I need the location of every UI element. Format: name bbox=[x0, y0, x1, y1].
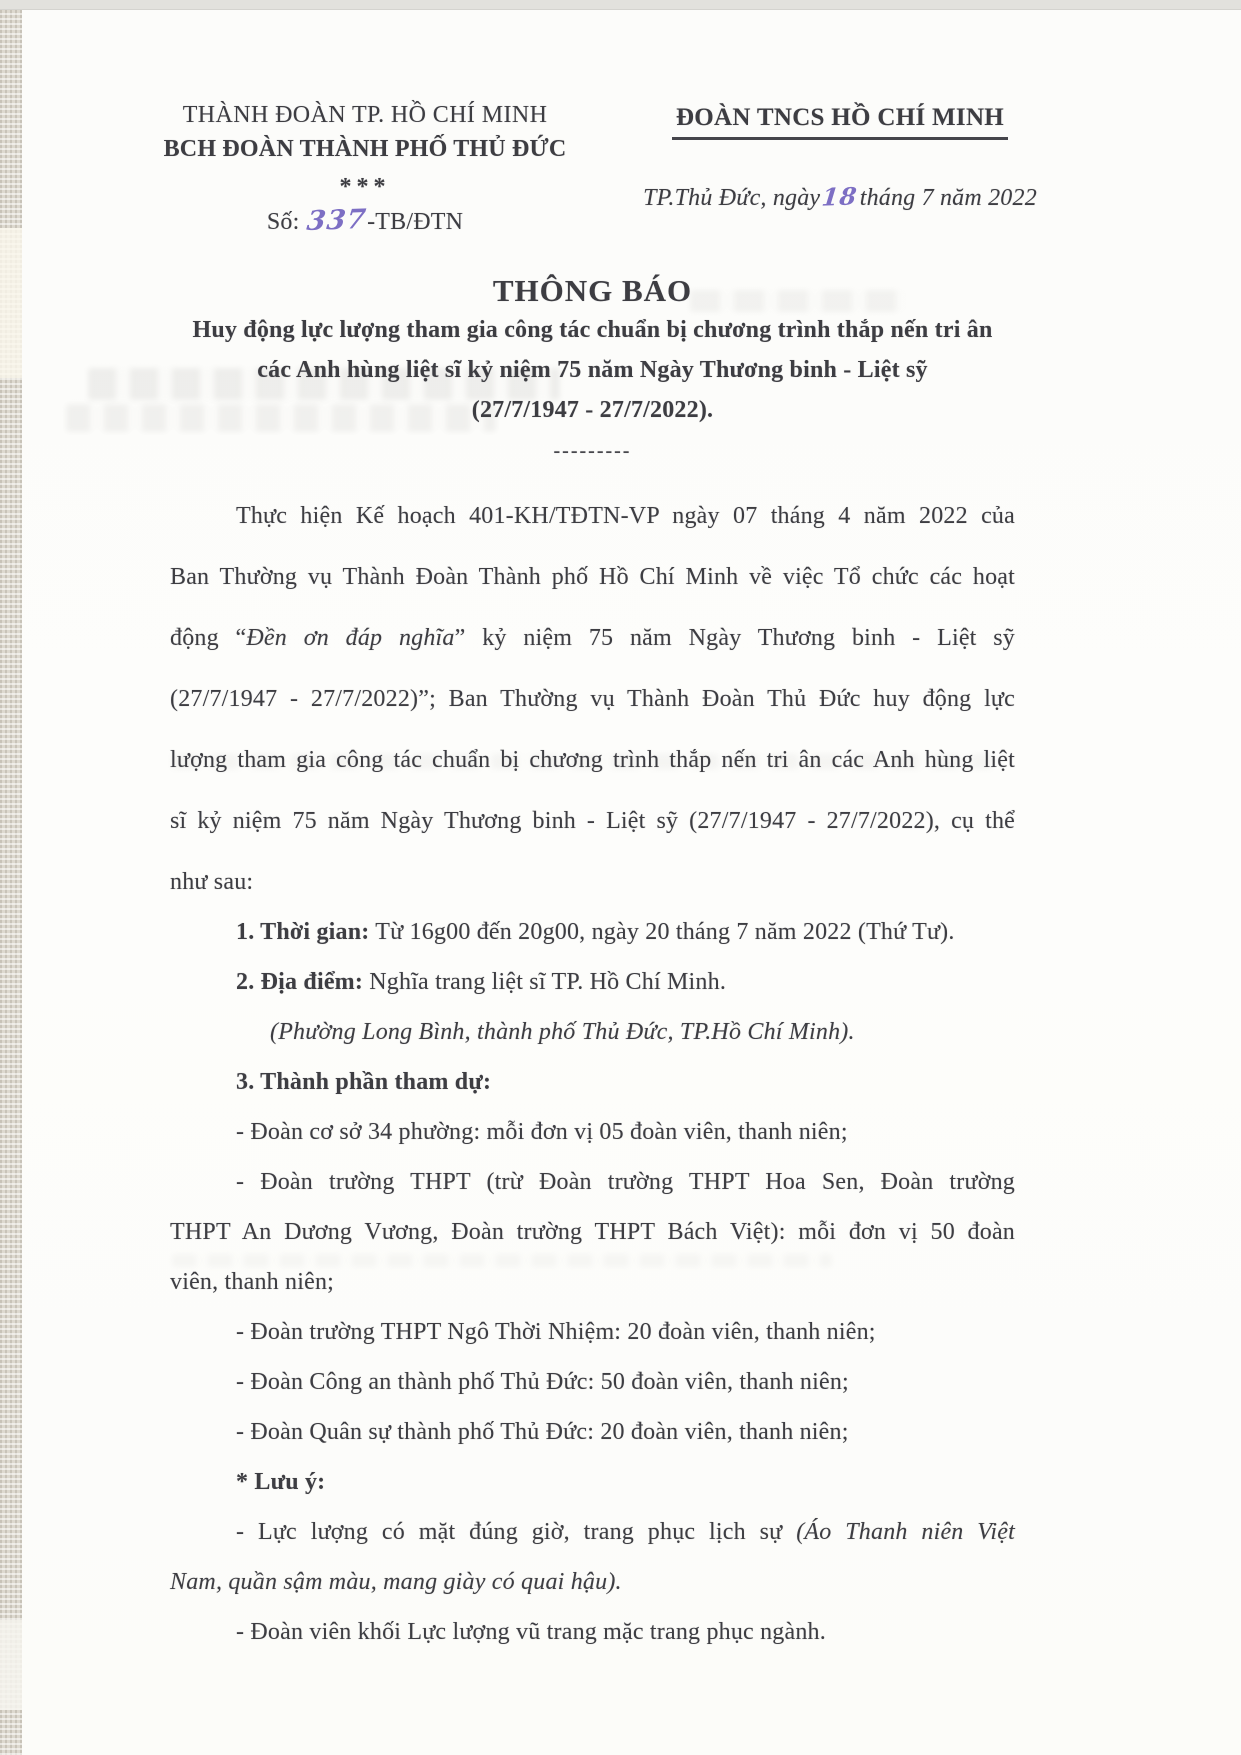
title-separator-dashes: --------- bbox=[553, 440, 632, 462]
participant-line: - Đoàn trường THPT (trừ Đoàn trường THPT Hoa Sen, Đoàn trường bbox=[236, 1169, 1015, 1195]
intro-line-segment: ” kỷ niệm 75 năm Ngày Thương binh - Liệt sỹ bbox=[454, 625, 1016, 651]
document-title-block bbox=[170, 272, 1015, 464]
note-line: Nam, quần sậm màu, mang giày có quai hậu). bbox=[170, 1569, 622, 1595]
document-subject-line-2: các Anh hùng liệt sĩ kỷ niệm 75 năm Ngày Thương binh - Liệt sỹ bbox=[257, 357, 928, 383]
place-line bbox=[170, 957, 1015, 1007]
document-number-handwritten: 337 bbox=[304, 203, 368, 238]
intro-line: sĩ kỷ niệm 75 năm Ngày Thương binh - Liệt sỹ (27/7/1947 - 27/7/2022), cụ thể bbox=[170, 808, 1015, 834]
intro-line bbox=[170, 608, 1015, 669]
notes-heading: * Lưu ý: bbox=[236, 1469, 326, 1495]
note-line bbox=[170, 1507, 1015, 1557]
national-org-block bbox=[640, 104, 1040, 212]
org-separator-stars: *** bbox=[339, 174, 391, 200]
place-label: 2. Địa điểm: bbox=[236, 969, 364, 995]
document-number-line bbox=[150, 204, 580, 239]
intro-line-segment: động “ bbox=[170, 625, 247, 651]
intro-line: lượng tham gia công tác chuẩn bị chương trình thắp nến tri ân các Anh hùng liệt bbox=[170, 747, 1015, 773]
document-type-title: THÔNG BÁO bbox=[492, 273, 693, 308]
issuer-org-name: BCH ĐOÀN THÀNH PHỐ THỦ ĐỨC bbox=[163, 136, 567, 162]
place-text: Nghĩa trang liệt sĩ TP. Hồ Chí Minh. bbox=[363, 969, 727, 995]
document-number-suffix: -TB/ĐTN bbox=[367, 209, 464, 235]
intro-line: Thực hiện Kế hoạch 401-KH/TĐTN-VP ngày 07 tháng 4 năm 2022 của bbox=[236, 503, 1015, 529]
parent-org-name: THÀNH ĐOÀN TP. HỒ CHÍ MINH bbox=[182, 102, 548, 128]
intro-paragraph bbox=[170, 486, 1015, 913]
org-name-underlined: ĐOÀN TNCS HỒ CHÍ MINH bbox=[672, 104, 1008, 140]
place-date-prefix: TP.Thủ Đức, ngày bbox=[643, 185, 821, 211]
date-day-handwritten: 18 bbox=[820, 181, 860, 212]
scan-edge-light-patch bbox=[0, 1620, 22, 1710]
details-section bbox=[170, 907, 1015, 1657]
intro-line: như sau: bbox=[170, 869, 254, 895]
intro-line: Ban Thường vụ Thành Đoàn Thành phố Hồ Chí Minh về việc Tổ chức các hoạt bbox=[170, 564, 1015, 590]
issuing-org-block bbox=[150, 98, 580, 239]
note-line: - Đoàn viên khối Lực lượng vũ trang mặc trang phục ngành. bbox=[236, 1619, 826, 1645]
participant-line: - Đoàn trường THPT Ngô Thời Nhiệm: 20 đoàn viên, thanh niên; bbox=[236, 1319, 876, 1345]
document-subject-line-1: Huy động lực lượng tham gia công tác chuẩn bị chương trình thắp nến tri ân bbox=[192, 317, 993, 343]
document-subject-line-3: (27/7/1947 - 27/7/2022). bbox=[471, 397, 714, 423]
participant-line: - Đoàn Công an thành phố Thủ Đức: 50 đoàn viên, thanh niên; bbox=[236, 1369, 849, 1395]
document-number-label: Số: bbox=[266, 209, 300, 235]
time-label: 1. Thời gian: bbox=[236, 919, 370, 945]
scan-edge-light-patch bbox=[0, 228, 22, 378]
note-text: - Lực lượng có mặt đúng giờ, trang phục lịch sự bbox=[236, 1519, 797, 1545]
scan-edge-top bbox=[0, 0, 1241, 10]
document-body bbox=[170, 486, 1015, 1657]
place-date-line bbox=[640, 182, 1040, 212]
participant-line: - Đoàn Quân sự thành phố Thủ Đức: 20 đoàn viên, thanh niên; bbox=[236, 1419, 849, 1445]
time-text: Từ 16g00 đến 20g00, ngày 20 tháng 7 năm 2022 (Thứ Tư). bbox=[369, 919, 955, 945]
note-italic-text: (Áo Thanh niên Việt bbox=[796, 1519, 1015, 1545]
place-date-suffix: tháng 7 năm 2022 bbox=[859, 185, 1037, 211]
time-line bbox=[170, 907, 1015, 957]
intro-line: (27/7/1947 - 27/7/2022)”; Ban Thường vụ Thành Đoàn Thủ Đức huy động lực bbox=[170, 686, 1015, 712]
participant-line: - Đoàn cơ sở 34 phường: mỗi đơn vị 05 đoàn viên, thanh niên; bbox=[236, 1119, 848, 1145]
place-note-line: (Phường Long Bình, thành phố Thủ Đức, TP.Hồ Chí Minh). bbox=[270, 1019, 855, 1045]
participants-heading: 3. Thành phần tham dự: bbox=[236, 1069, 492, 1095]
participant-line: THPT An Dương Vương, Đoàn trường THPT Bách Việt): mỗi đơn vị 50 đoàn bbox=[170, 1219, 1015, 1245]
intro-line-quoted-italic: Đền ơn đáp nghĩa bbox=[246, 625, 455, 651]
participant-line: viên, thanh niên; bbox=[170, 1269, 335, 1295]
